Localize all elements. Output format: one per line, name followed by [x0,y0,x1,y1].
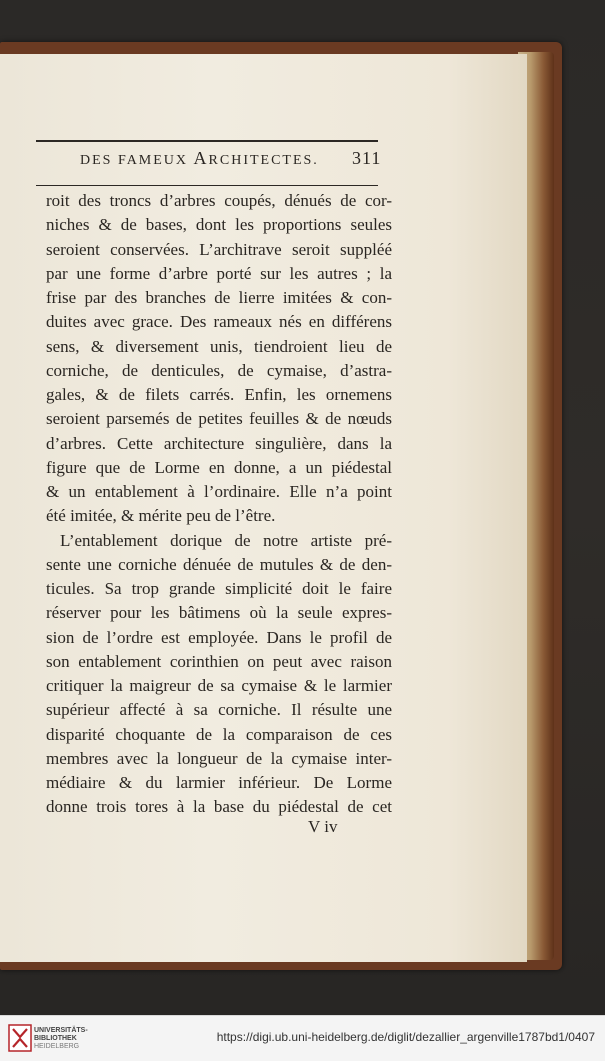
text-line: seroient parsemés de petites feuilles & de nœuds [46,409,392,429]
text-line: médiaire & du larmier inférieur. De Lorme [46,773,392,792]
text-line: & un entablement à l’ordinaire. Elle n’a point [46,482,392,501]
library-name [34,1027,88,1051]
text-line: ticules. Sa trop grande simplicité doit le faire [46,579,392,598]
text-line: frise par des branches de lierre imitées & con- [46,288,392,307]
text-line: duites avec grace. Des rameaux nés en différens [46,312,392,332]
running-head-initial: A [193,148,209,168]
header-rule-bottom [36,185,378,186]
text-line: son entablement corinthien on peut avec raison [46,651,392,671]
footer-bar [0,1015,605,1061]
text-line: supérieur affecté à sa corniche. Il résulte une [46,700,392,720]
library-logo-icon[interactable] [8,1023,32,1053]
source-url[interactable]: https://digi.ub.uni-heidelberg.de/diglit/dezallier_argenville1787bd1/0407 [216,1030,595,1044]
library-name-line2: BIBLIOTHEK [34,1035,77,1042]
text-line: sente une corniche dénuée de mutules & de den- [46,554,392,574]
text-line: L’entablement dorique de notre artiste pré- [60,530,392,550]
running-head [80,148,400,174]
text-line: disparité choquante de la comparaison de ces [46,724,392,744]
library-name-line1: UNIVERSITÄTS- [34,1027,88,1034]
text-line: donne trois tores à la base du piédestal de cet [46,797,392,817]
text-line: gales, & de filets carrés. Enfin, les ornemens [46,385,392,404]
text-line: d’arbres. Cette architecture singulière, dans la [46,433,392,453]
header-rule-top [36,140,378,142]
text-line: sion de l’ordre est employée. Dans le profil de [46,627,392,647]
text-line: par une forme d’arbre porté sur les autres ; la [46,263,392,283]
signature-mark: V iv [308,817,338,836]
text-line: figure que de Lorme en donne, a un piédestal [46,457,392,477]
text-line: été imitée, & mérite peu de l’être. [46,506,276,526]
library-name-line3: HEIDELBERG [34,1043,80,1050]
text-line: sens, & diversement unis, tiendroient lieu de [46,336,392,356]
text-line: membres avec la longueur de la cymaise inter- [46,748,392,768]
running-head-prefix: DES FAMEUX [80,153,194,168]
text-line: corniche, de denticules, de cymaise, d’astra- [46,360,392,380]
text-line: seroient conservées. L’architrave seroit suppléé [46,239,392,259]
running-head-rest: RCHITECTES. [208,153,319,168]
text-line: réserver pour les bâtimens où la seule expres- [46,603,392,623]
text-line: roit des troncs d’arbres coupés, dénués de cor- [46,191,392,210]
text-line: critiquer la maigreur de sa cymaise & le larmier [46,676,392,695]
page-number: 311 [352,148,382,168]
text-line: niches & de bases, dont les proportions seules [46,215,392,235]
body-text [46,189,392,820]
